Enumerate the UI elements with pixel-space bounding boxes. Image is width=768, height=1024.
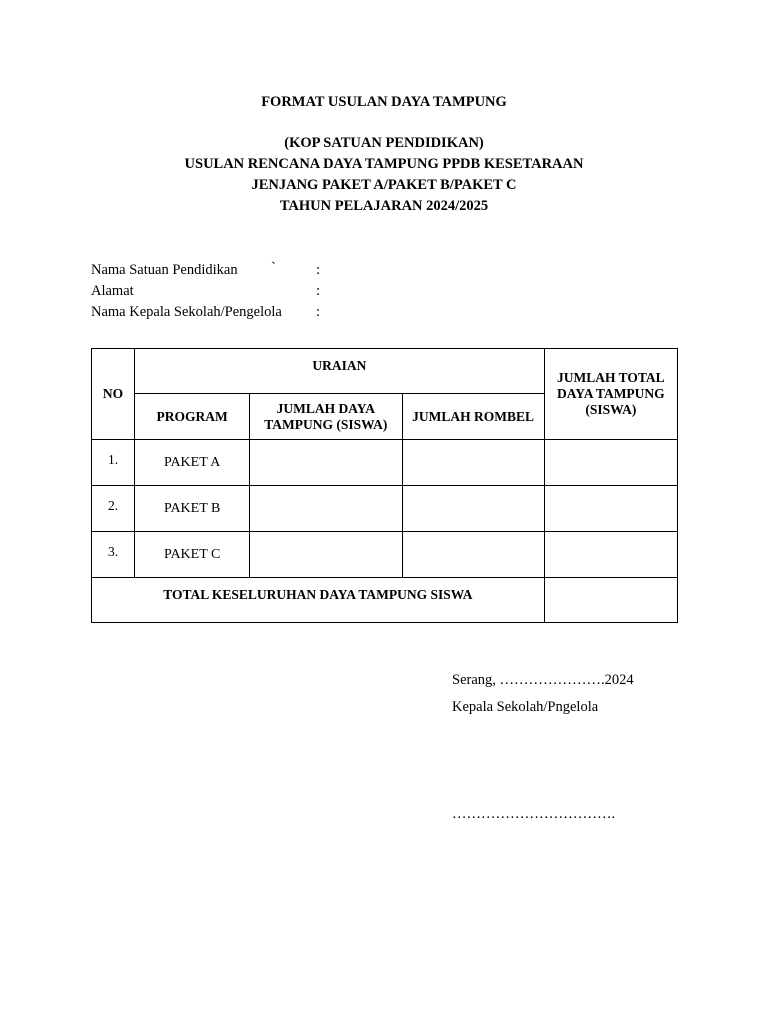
subtitle-line-3: TAHUN PELAJARAN 2024/2025 (279, 198, 489, 214)
header-no: NO (92, 349, 135, 440)
field-label: Nama Satuan Pendidikan (91, 262, 238, 278)
header-uraian: URAIAN (135, 349, 545, 394)
signature-role: Kepala Sekolah/Pngelola (452, 699, 599, 715)
cell-jumlah-daya-tampung (250, 440, 402, 486)
table-header-row (92, 349, 678, 394)
field-colon: : (316, 304, 321, 320)
cell-no: 3. (92, 532, 135, 578)
stray-mark: ` (271, 260, 276, 276)
table-row (92, 440, 678, 486)
cell-total-value (544, 578, 677, 623)
table-row (92, 486, 678, 532)
cell-jumlah-total (544, 486, 677, 532)
cell-program: PAKET B (135, 486, 250, 532)
cell-program: PAKET A (135, 440, 250, 486)
document-title: FORMAT USULAN DAYA TAMPUNG (261, 94, 507, 110)
cell-jumlah-daya-tampung (250, 486, 402, 532)
cell-no: 2. (92, 486, 135, 532)
cell-jumlah-rombel (402, 486, 544, 532)
capacity-table (91, 348, 678, 623)
kop-placeholder: (KOP SATUAN PENDIDIKAN) (284, 135, 484, 151)
field-label: Nama Kepala Sekolah/Pengelola (91, 304, 282, 320)
field-colon: : (316, 262, 321, 278)
cell-jumlah-daya-tampung (250, 532, 402, 578)
cell-jumlah-total (544, 532, 677, 578)
header-program: PROGRAM (135, 394, 250, 440)
cell-jumlah-total (544, 440, 677, 486)
cell-program: PAKET C (135, 532, 250, 578)
total-label: TOTAL KESELURUHAN DAYA TAMPUNG SISWA (92, 578, 545, 623)
letterhead-block (0, 133, 768, 217)
cell-no: 1. (92, 440, 135, 486)
header-jumlah-total: JUMLAH TOTAL DAYA TAMPUNG (SISWA) (544, 349, 677, 440)
header-jumlah-rombel: JUMLAH ROMBEL (402, 394, 544, 440)
cell-jumlah-rombel (402, 440, 544, 486)
subtitle-line-1: USULAN RENCANA DAYA TAMPUNG PPDB KESETARAAN (184, 156, 584, 172)
field-label: Alamat (91, 283, 134, 299)
subtitle-line-2: JENJANG PAKET A/PAKET B/PAKET C (251, 177, 517, 193)
table-total-row (92, 578, 678, 623)
signature-name-line: ……………………………. (452, 806, 616, 822)
cell-jumlah-rombel (402, 532, 544, 578)
signature-place-date: Serang, ………………….2024 (452, 672, 634, 688)
header-jumlah-daya-tampung: JUMLAH DAYA TAMPUNG (SISWA) (250, 394, 402, 440)
field-colon: : (316, 283, 321, 299)
table-row (92, 532, 678, 578)
